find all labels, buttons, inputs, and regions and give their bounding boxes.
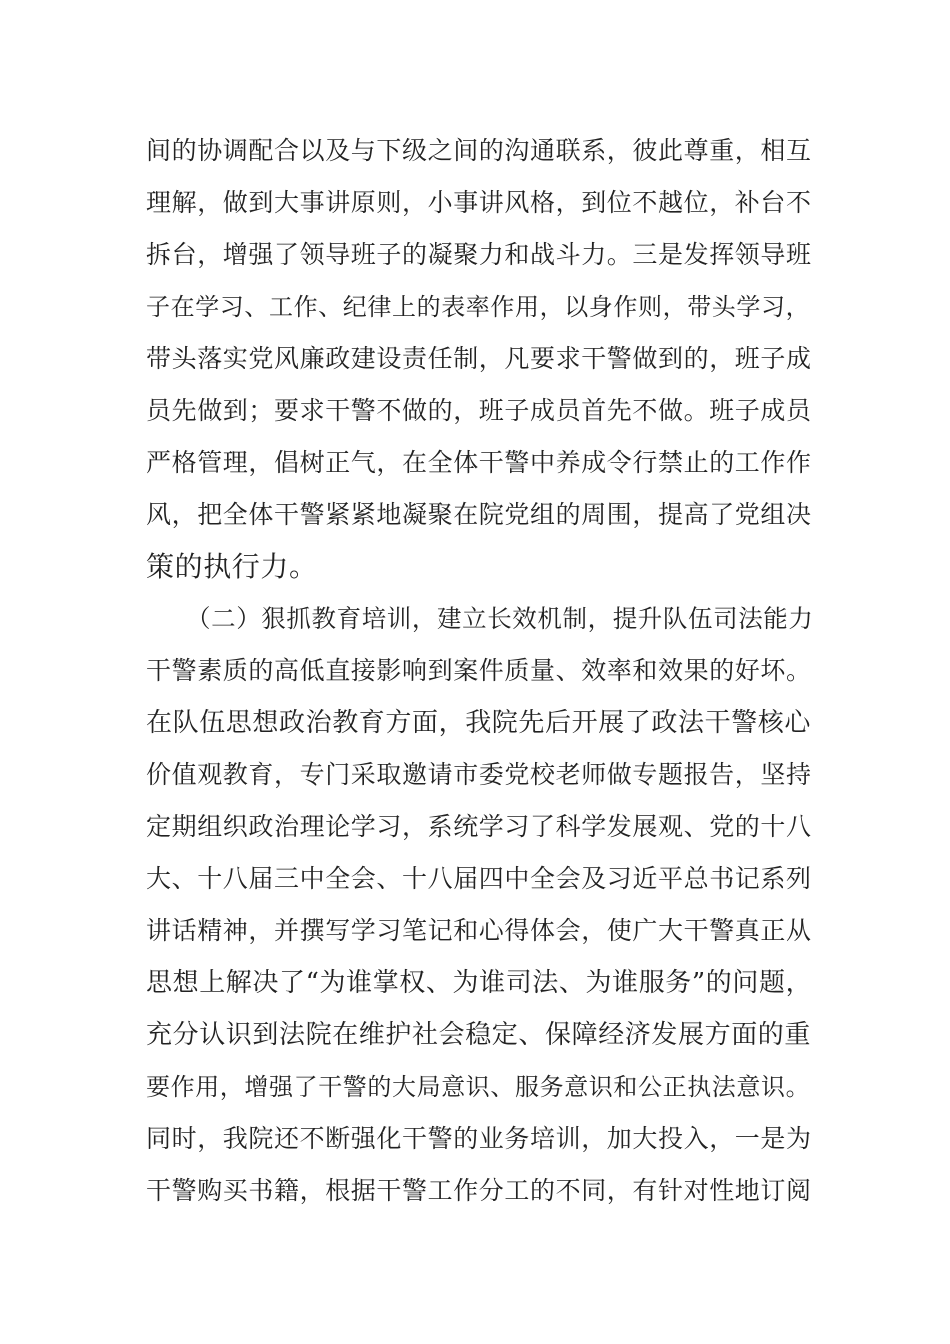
text-line-8: 风，把全体干警紧紧地凝聚在院党组的周围，提高了党组决 [146, 500, 812, 529]
text-line-12: 在队伍思想政治教育方面，我院先后开展了政法干警核心 [146, 708, 812, 738]
text-line-21: 干警购买书籍，根据干警工作分工的不同，有针对性地订阅 [146, 1176, 812, 1205]
text-line-13: 价值观教育，专门采取邀请市委党校老师做专题报告，坚持 [146, 760, 812, 789]
text-line-11: 干警素质的高低直接影响到案件质量、效率和效果的好坏。 [146, 656, 812, 685]
section-heading: （二）狠抓教育培训，建立长效机制，提升队伍司法能力 [186, 604, 814, 633]
text-line-20: 同时，我院还不断强化干警的业务培训，加大投入，一是为 [146, 1124, 812, 1153]
text-line-6: 员先做到；要求干警不做的，班子成员首先不做。班子成员 [146, 396, 812, 425]
text-line-9: 策的执行力。 [146, 550, 318, 583]
text-line-7: 严格管理，倡树正气，在全体干警中养成令行禁止的工作作 [146, 448, 812, 477]
text-line-5: 带头落实党风廉政建设责任制，凡要求干警做到的，班子成 [146, 344, 812, 373]
text-line-1: 间的协调配合以及与下级之间的沟通联系，彼此尊重，相互 [146, 136, 812, 165]
text-line-19: 要作用，增强了干警的大局意识、服务意识和公正执法意识。 [146, 1073, 811, 1101]
text-line-15: 大、十八届三中全会、十八届四中全会及习近平总书记系列 [146, 864, 812, 893]
text-line-16: 讲话精神，并撰写学习笔记和心得体会，使广大干警真正从 [146, 916, 812, 945]
text-line-14: 定期组织政治理论学习，系统学习了科学发展观、党的十八 [146, 812, 812, 841]
text-line-3: 拆台，增强了领导班子的凝聚力和战斗力。三是发挥领导班 [146, 240, 812, 269]
text-line-2: 理解，做到大事讲原则，小事讲风格，到位不越位，补台不 [146, 188, 812, 217]
text-line-18: 充分认识到法院在维护社会稳定、保障经济发展方面的重 [146, 1020, 812, 1050]
text-line-4: 子在学习、工作、纪律上的表率作用，以身作则，带头学习， [146, 293, 811, 321]
text-line-17: 思想上解决了“为谁掌权、为谁司法、为谁服务”的问题， [146, 968, 813, 998]
